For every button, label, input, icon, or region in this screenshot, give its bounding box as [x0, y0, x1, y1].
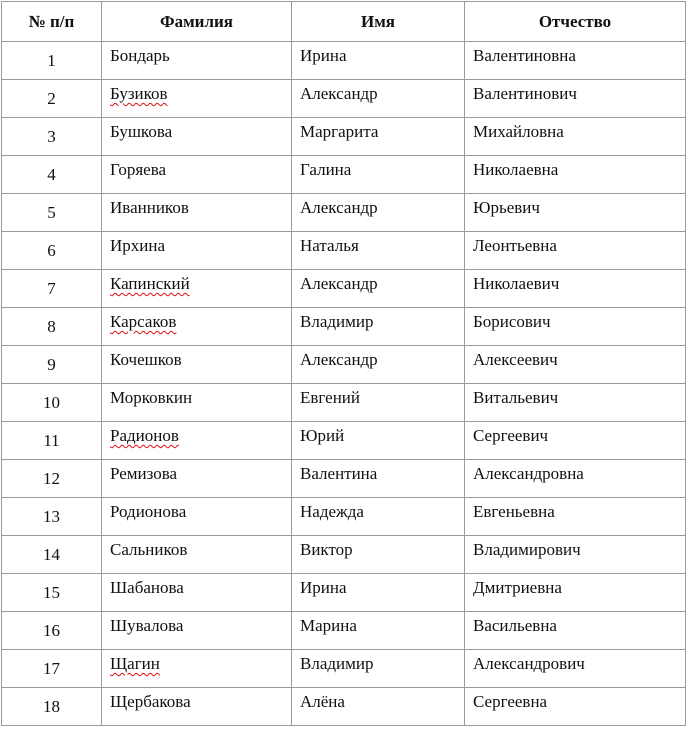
- cell-surname-text: Бушкова: [110, 122, 173, 141]
- cell-patronymic: [465, 232, 686, 270]
- cell-name-text: Ирина: [300, 578, 347, 597]
- cell-name: [292, 156, 465, 194]
- table-body: [2, 42, 686, 726]
- cell-surname: [102, 574, 292, 612]
- cell-patronymic-text: Валентиновна: [473, 46, 576, 65]
- cell-surname: [102, 384, 292, 422]
- header-row: [2, 2, 686, 42]
- cell-patronymic-text: Сергеевич: [473, 426, 549, 445]
- cell-surname-text: Щербакова: [110, 692, 191, 711]
- cell-number: [2, 612, 102, 650]
- cell-name: [292, 688, 465, 726]
- header-patronymic: Отчество: [465, 2, 686, 42]
- cell-patronymic-text: Михайловна: [473, 122, 564, 141]
- cell-name: [292, 308, 465, 346]
- table-row: [2, 194, 686, 232]
- cell-name-text: Виктор: [300, 540, 353, 559]
- cell-number: [2, 232, 102, 270]
- cell-surname: [102, 156, 292, 194]
- cell-surname-text: Бузиков: [110, 84, 168, 103]
- names-table: [1, 1, 686, 726]
- cell-patronymic: [465, 194, 686, 232]
- cell-patronymic: [465, 270, 686, 308]
- cell-number-text: 8: [47, 316, 56, 336]
- cell-surname-text: Бондарь: [110, 46, 170, 65]
- table-row: [2, 270, 686, 308]
- cell-name-text: Владимир: [300, 312, 374, 331]
- cell-patronymic-text: Дмитриевна: [473, 578, 562, 597]
- cell-number-text: 13: [43, 506, 60, 526]
- cell-patronymic: [465, 118, 686, 156]
- cell-patronymic: [465, 460, 686, 498]
- cell-name: [292, 422, 465, 460]
- cell-name: [292, 460, 465, 498]
- cell-number: [2, 384, 102, 422]
- cell-patronymic-text: Алексеевич: [473, 350, 558, 369]
- cell-number-text: 18: [43, 696, 60, 716]
- cell-number: [2, 270, 102, 308]
- cell-name-text: Ирина: [300, 46, 347, 65]
- cell-name-text: Александр: [300, 198, 378, 217]
- cell-number-text: 10: [43, 392, 60, 412]
- table-row: [2, 536, 686, 574]
- cell-surname-text: Шабанова: [110, 578, 184, 597]
- cell-number-text: 3: [47, 126, 56, 146]
- cell-number-text: 2: [47, 88, 56, 108]
- cell-patronymic-text: Сергеевна: [473, 692, 548, 711]
- cell-name-text: Александр: [300, 350, 378, 369]
- table-row: [2, 688, 686, 726]
- cell-name: [292, 498, 465, 536]
- cell-name-text: Валентина: [300, 464, 378, 483]
- table-row: [2, 384, 686, 422]
- cell-patronymic-text: Валентинович: [473, 84, 577, 103]
- cell-patronymic-text: Витальевич: [473, 388, 559, 407]
- header-name: Имя: [292, 2, 465, 42]
- cell-number-text: 16: [43, 620, 60, 640]
- cell-patronymic: [465, 42, 686, 80]
- cell-patronymic-text: Борисович: [473, 312, 551, 331]
- cell-patronymic-text: Александровна: [473, 464, 584, 483]
- cell-patronymic: [465, 346, 686, 384]
- cell-number: [2, 156, 102, 194]
- cell-number: [2, 118, 102, 156]
- cell-surname: [102, 536, 292, 574]
- table-row: [2, 612, 686, 650]
- cell-patronymic: [465, 612, 686, 650]
- table-row: [2, 460, 686, 498]
- cell-name-text: Юрий: [300, 426, 345, 445]
- cell-name: [292, 536, 465, 574]
- cell-number: [2, 650, 102, 688]
- cell-patronymic: [465, 156, 686, 194]
- cell-surname: [102, 650, 292, 688]
- cell-surname: [102, 460, 292, 498]
- cell-patronymic-text: Владимирович: [473, 540, 581, 559]
- cell-name: [292, 384, 465, 422]
- table-row: [2, 232, 686, 270]
- cell-patronymic-text: Николаевич: [473, 274, 560, 293]
- cell-surname: [102, 308, 292, 346]
- cell-number: [2, 308, 102, 346]
- cell-surname: [102, 688, 292, 726]
- cell-patronymic: [465, 574, 686, 612]
- cell-name: [292, 574, 465, 612]
- cell-name: [292, 118, 465, 156]
- cell-number-text: 11: [43, 430, 60, 450]
- cell-name-text: Александр: [300, 274, 378, 293]
- cell-patronymic-text: Леонтьевна: [473, 236, 557, 255]
- cell-number-text: 7: [47, 278, 56, 298]
- cell-name-text: Наталья: [300, 236, 359, 255]
- cell-name: [292, 270, 465, 308]
- cell-number-text: 1: [47, 50, 56, 70]
- cell-name-text: Владимир: [300, 654, 374, 673]
- cell-patronymic: [465, 650, 686, 688]
- cell-surname-text: Сальников: [110, 540, 188, 559]
- cell-number: [2, 422, 102, 460]
- cell-surname: [102, 422, 292, 460]
- cell-number: [2, 460, 102, 498]
- cell-name-text: Маргарита: [300, 122, 379, 141]
- cell-surname-text: Морковкин: [110, 388, 193, 407]
- cell-number-text: 17: [43, 658, 60, 678]
- cell-patronymic-text: Васильевна: [473, 616, 557, 635]
- cell-number-text: 15: [43, 582, 60, 602]
- cell-surname-text: Родионова: [110, 502, 187, 521]
- cell-name-text: Александр: [300, 84, 378, 103]
- cell-surname-text: Иванников: [110, 198, 189, 217]
- table-row: [2, 80, 686, 118]
- cell-number: [2, 80, 102, 118]
- table-row: [2, 308, 686, 346]
- cell-name: [292, 650, 465, 688]
- cell-patronymic: [465, 384, 686, 422]
- cell-number: [2, 498, 102, 536]
- cell-number-text: 9: [47, 354, 56, 374]
- cell-surname-text: Капинский: [110, 274, 190, 293]
- cell-surname-text: Шувалова: [110, 616, 184, 635]
- cell-number-text: 14: [43, 544, 60, 564]
- cell-surname-text: Кочешков: [110, 350, 182, 369]
- cell-number: [2, 42, 102, 80]
- cell-number: [2, 194, 102, 232]
- cell-patronymic-text: Александрович: [473, 654, 585, 673]
- cell-patronymic-text: Евгеньевна: [473, 502, 555, 521]
- cell-name: [292, 232, 465, 270]
- cell-surname: [102, 80, 292, 118]
- cell-number-text: 5: [47, 202, 56, 222]
- table-row: [2, 118, 686, 156]
- cell-patronymic: [465, 80, 686, 118]
- cell-patronymic: [465, 498, 686, 536]
- cell-surname: [102, 346, 292, 384]
- cell-surname: [102, 498, 292, 536]
- cell-patronymic-text: Юрьевич: [473, 198, 540, 217]
- cell-number-text: 4: [47, 164, 56, 184]
- cell-number-text: 12: [43, 468, 60, 488]
- cell-surname-text: Ремизова: [110, 464, 178, 483]
- cell-surname-text: Ирхина: [110, 236, 166, 255]
- cell-name: [292, 346, 465, 384]
- header-surname: Фамилия: [102, 2, 292, 42]
- cell-name: [292, 612, 465, 650]
- cell-surname: [102, 232, 292, 270]
- table-row: [2, 156, 686, 194]
- cell-name-text: Галина: [300, 160, 352, 179]
- table-row: [2, 42, 686, 80]
- cell-number: [2, 688, 102, 726]
- cell-number: [2, 536, 102, 574]
- cell-surname: [102, 194, 292, 232]
- cell-name: [292, 194, 465, 232]
- cell-name-text: Марина: [300, 616, 357, 635]
- cell-surname-text: Щагин: [110, 654, 160, 673]
- cell-surname-text: Радионов: [110, 426, 179, 445]
- cell-surname-text: Горяева: [110, 160, 167, 179]
- header-number: № п/п: [2, 2, 102, 42]
- cell-name: [292, 80, 465, 118]
- cell-patronymic: [465, 536, 686, 574]
- cell-surname-text: Карсаков: [110, 312, 177, 331]
- cell-patronymic: [465, 308, 686, 346]
- table-row: [2, 650, 686, 688]
- cell-patronymic-text: Николаевна: [473, 160, 559, 179]
- table-row: [2, 422, 686, 460]
- table-row: [2, 346, 686, 384]
- cell-surname: [102, 612, 292, 650]
- cell-surname: [102, 118, 292, 156]
- cell-surname: [102, 270, 292, 308]
- cell-number: [2, 346, 102, 384]
- cell-name: [292, 42, 465, 80]
- cell-surname: [102, 42, 292, 80]
- table-row: [2, 498, 686, 536]
- cell-number-text: 6: [47, 240, 56, 260]
- cell-name-text: Евгений: [300, 388, 360, 407]
- cell-name-text: Надежда: [300, 502, 364, 521]
- cell-number: [2, 574, 102, 612]
- cell-patronymic: [465, 422, 686, 460]
- table-row: [2, 574, 686, 612]
- cell-patronymic: [465, 688, 686, 726]
- cell-name-text: Алёна: [300, 692, 345, 711]
